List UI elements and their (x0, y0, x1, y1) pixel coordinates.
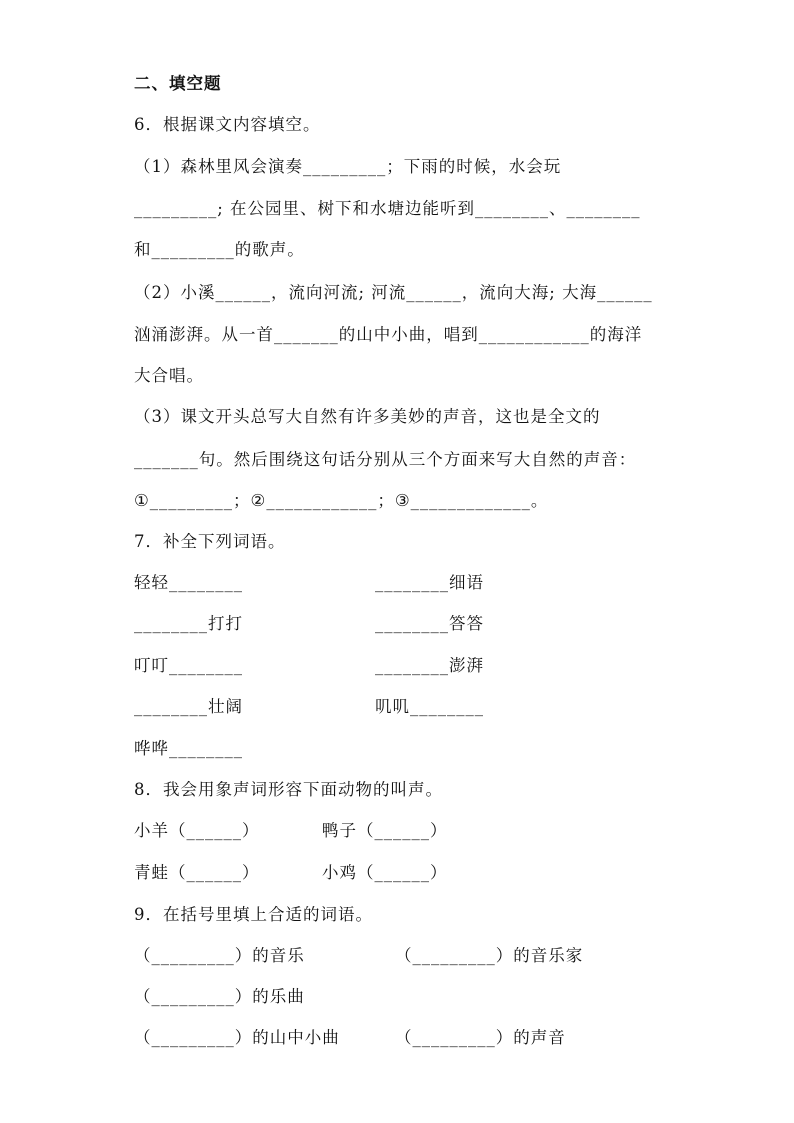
q7-item: 叮叮________ (134, 656, 243, 675)
q8-item: 小羊（______） (134, 821, 260, 840)
q7-item: ________壮阔 (134, 697, 243, 716)
q9-item: （_________）的音乐 (134, 946, 305, 965)
q7-item: 叽叽________ (375, 697, 484, 716)
section-title: 二、填空题 (134, 74, 222, 93)
q7-item: ________澎湃 (375, 656, 484, 675)
q6-part1-line1: （1）森林里风会演奏_________；下雨的时候，水会玩 (134, 157, 562, 176)
q9-item: （_________）的乐曲 (134, 987, 305, 1006)
q6-part1-line2: _________; 在公园里、树下和水塘边能听到________、________ (134, 199, 641, 218)
q7-stem: 7．补全下列词语。 (134, 532, 286, 551)
q8-item: 鸭子（______） (322, 821, 448, 840)
q9-item: （_________）的声音 (395, 1028, 566, 1047)
q6-part2-line3: 大合唱。 (134, 366, 204, 385)
q6-part3-line1: （3）课文开头总写大自然有许多美妙的声音，这也是全文的 (134, 407, 601, 426)
q6-part3-line2: _______句。然后围绕这句话分别从三个方面来写大自然的声音： (134, 450, 637, 469)
q8-item: 青蛙（______） (134, 863, 260, 882)
q6-part3-line3: ①_________；②____________；③_____________。 (134, 491, 549, 510)
q7-item: 轻轻________ (134, 573, 243, 592)
q7-item: ________答答 (375, 614, 484, 633)
q7-item: ________细语 (375, 573, 484, 592)
q6-part2-line1: （2）小溪______，流向河流; 河流______，流向大海; 大海______ (134, 283, 653, 302)
q7-item: ________打打 (134, 614, 243, 633)
q6-part2-line2: 汹涌澎湃。从一首_______的山中小曲，唱到____________的海洋 (134, 325, 643, 344)
q9-stem: 9．在括号里填上合适的词语。 (134, 905, 373, 924)
q7-item: 哗哗________ (134, 739, 243, 758)
q8-stem: 8．我会用象声词形容下面动物的叫声。 (134, 780, 443, 799)
q9-item: （_________）的音乐家 (395, 946, 584, 965)
q6-stem: 6．根据课文内容填空。 (134, 115, 321, 134)
q6-part1-line3: 和_________的歌声。 (134, 240, 305, 259)
q9-item: （_________）的山中小曲 (134, 1028, 340, 1047)
q8-item: 小鸡（______） (322, 863, 448, 882)
